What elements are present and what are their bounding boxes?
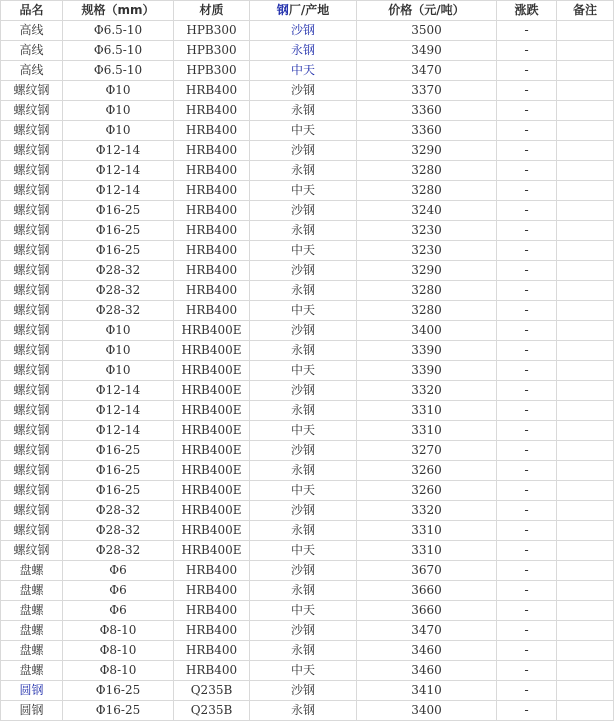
cell-spec: Φ12-14 <box>63 181 174 201</box>
table-row <box>1 301 614 321</box>
cell-spec: Φ12-14 <box>63 381 174 401</box>
cell-change: - <box>497 121 557 141</box>
table-row <box>1 221 614 241</box>
cell-product-name: 螺纹钢 <box>1 141 63 161</box>
cell-material: HRB400E <box>174 461 250 481</box>
cell-mill: 永钢 <box>250 341 357 361</box>
cell-product-name: 螺纹钢 <box>1 161 63 181</box>
cell-change: - <box>497 181 557 201</box>
cell-mill: 永钢 <box>250 461 357 481</box>
cell-material: HRB400E <box>174 401 250 421</box>
cell-price: 3230 <box>357 221 497 241</box>
cell-spec: Φ10 <box>63 361 174 381</box>
cell-note <box>557 401 614 421</box>
cell-change: - <box>497 621 557 641</box>
cell-spec: Φ16-25 <box>63 461 174 481</box>
cell-spec: Φ12-14 <box>63 161 174 181</box>
cell-change: - <box>497 61 557 81</box>
table-row <box>1 501 614 521</box>
cell-spec: Φ10 <box>63 321 174 341</box>
cell-product-name: 螺纹钢 <box>1 421 63 441</box>
cell-price: 3490 <box>357 41 497 61</box>
cell-product-name: 螺纹钢 <box>1 301 63 321</box>
table-header-row <box>1 1 614 21</box>
cell-price: 3280 <box>357 181 497 201</box>
cell-mill: 永钢 <box>250 521 357 541</box>
table-row <box>1 21 614 41</box>
cell-material: HRB400 <box>174 161 250 181</box>
cell-product-name: 盘螺 <box>1 581 63 601</box>
cell-change: - <box>497 601 557 621</box>
cell-material: HRB400 <box>174 661 250 681</box>
cell-material: HRB400E <box>174 361 250 381</box>
table-row <box>1 101 614 121</box>
cell-mill: 永钢 <box>250 701 357 721</box>
cell-mill: 沙钢 <box>250 681 357 701</box>
table-row <box>1 281 614 301</box>
cell-spec: Φ28-32 <box>63 501 174 521</box>
cell-spec: Φ16-25 <box>63 201 174 221</box>
table-row <box>1 361 614 381</box>
cell-note <box>557 361 614 381</box>
cell-mill: 永钢 <box>250 41 357 61</box>
cell-product-name: 盘螺 <box>1 641 63 661</box>
table-row <box>1 261 614 281</box>
cell-material: HRB400E <box>174 481 250 501</box>
cell-material: HRB400E <box>174 381 250 401</box>
cell-material: HPB300 <box>174 61 250 81</box>
cell-change: - <box>497 141 557 161</box>
cell-mill: 中天 <box>250 361 357 381</box>
cell-material: HRB400 <box>174 81 250 101</box>
cell-note <box>557 441 614 461</box>
cell-note <box>557 261 614 281</box>
cell-change: - <box>497 501 557 521</box>
cell-product-name: 螺纹钢 <box>1 461 63 481</box>
cell-mill: 中天 <box>250 121 357 141</box>
table-row <box>1 481 614 501</box>
cell-price: 3410 <box>357 681 497 701</box>
cell-material: HRB400E <box>174 341 250 361</box>
header-change: 涨跌 <box>497 1 557 21</box>
cell-note <box>557 541 614 561</box>
cell-price: 3320 <box>357 381 497 401</box>
cell-mill: 中天 <box>250 61 357 81</box>
table-row <box>1 241 614 261</box>
cell-mill: 沙钢 <box>250 81 357 101</box>
cell-product-name: 螺纹钢 <box>1 201 63 221</box>
cell-mill: 中天 <box>250 181 357 201</box>
table-row <box>1 41 614 61</box>
cell-spec: Φ28-32 <box>63 281 174 301</box>
cell-change: - <box>497 261 557 281</box>
cell-product-name: 螺纹钢 <box>1 221 63 241</box>
cell-price: 3360 <box>357 121 497 141</box>
cell-change: - <box>497 221 557 241</box>
cell-note <box>557 301 614 321</box>
cell-price: 3470 <box>357 621 497 641</box>
cell-price: 3280 <box>357 161 497 181</box>
header-spec: 规格（mm） <box>63 1 174 21</box>
table-row <box>1 621 614 641</box>
cell-price: 3660 <box>357 601 497 621</box>
cell-price: 3460 <box>357 661 497 681</box>
cell-product-name: 螺纹钢 <box>1 501 63 521</box>
cell-product-name: 螺纹钢 <box>1 481 63 501</box>
cell-mill: 中天 <box>250 241 357 261</box>
cell-price: 3390 <box>357 361 497 381</box>
cell-change: - <box>497 681 557 701</box>
cell-change: - <box>497 161 557 181</box>
cell-product-name: 螺纹钢 <box>1 381 63 401</box>
cell-change: - <box>497 321 557 341</box>
cell-mill: 沙钢 <box>250 141 357 161</box>
cell-note <box>557 481 614 501</box>
table-row <box>1 541 614 561</box>
cell-change: - <box>497 401 557 421</box>
cell-product-name: 盘螺 <box>1 661 63 681</box>
cell-change: - <box>497 21 557 41</box>
cell-change: - <box>497 241 557 261</box>
table-row <box>1 441 614 461</box>
table-row <box>1 81 614 101</box>
cell-price: 3290 <box>357 261 497 281</box>
cell-spec: Φ8-10 <box>63 621 174 641</box>
cell-spec: Φ6 <box>63 561 174 581</box>
cell-product-name: 高线 <box>1 61 63 81</box>
cell-material: HRB400 <box>174 281 250 301</box>
cell-spec: Φ10 <box>63 101 174 121</box>
cell-spec: Φ8-10 <box>63 641 174 661</box>
cell-note <box>557 221 614 241</box>
cell-product-name: 螺纹钢 <box>1 521 63 541</box>
cell-note <box>557 181 614 201</box>
cell-price: 3310 <box>357 401 497 421</box>
cell-product-name: 螺纹钢 <box>1 121 63 141</box>
cell-material: HRB400 <box>174 261 250 281</box>
cell-product-name: 螺纹钢 <box>1 401 63 421</box>
cell-material: HRB400E <box>174 421 250 441</box>
cell-note <box>557 81 614 101</box>
cell-note <box>557 101 614 121</box>
cell-price: 3390 <box>357 341 497 361</box>
table-body <box>1 21 614 721</box>
cell-mill: 沙钢 <box>250 261 357 281</box>
cell-change: - <box>497 201 557 221</box>
cell-material: HRB400 <box>174 601 250 621</box>
cell-material: HRB400 <box>174 221 250 241</box>
cell-spec: Φ12-14 <box>63 421 174 441</box>
table-row <box>1 601 614 621</box>
cell-price: 3240 <box>357 201 497 221</box>
cell-change: - <box>497 641 557 661</box>
cell-mill: 沙钢 <box>250 561 357 581</box>
cell-material: HRB400E <box>174 541 250 561</box>
cell-spec: Φ16-25 <box>63 481 174 501</box>
cell-material: HRB400 <box>174 301 250 321</box>
table-row <box>1 181 614 201</box>
cell-product-name: 圆钢 <box>1 701 63 721</box>
cell-material: HPB300 <box>174 41 250 61</box>
cell-change: - <box>497 481 557 501</box>
cell-mill: 中天 <box>250 421 357 441</box>
cell-mill: 沙钢 <box>250 621 357 641</box>
cell-material: HRB400 <box>174 181 250 201</box>
cell-product-name: 高线 <box>1 41 63 61</box>
cell-mill: 沙钢 <box>250 381 357 401</box>
cell-material: HRB400E <box>174 501 250 521</box>
cell-material: Q235B <box>174 701 250 721</box>
table-row <box>1 381 614 401</box>
cell-spec: Φ6.5-10 <box>63 41 174 61</box>
cell-change: - <box>497 361 557 381</box>
cell-product-name: 圆钢 <box>1 681 63 701</box>
cell-note <box>557 581 614 601</box>
cell-change: - <box>497 541 557 561</box>
cell-spec: Φ6.5-10 <box>63 61 174 81</box>
table-row <box>1 421 614 441</box>
cell-change: - <box>497 701 557 721</box>
cell-spec: Φ6 <box>63 581 174 601</box>
cell-material: HRB400 <box>174 641 250 661</box>
table-row <box>1 161 614 181</box>
cell-note <box>557 421 614 441</box>
table-row <box>1 121 614 141</box>
cell-product-name: 高线 <box>1 21 63 41</box>
cell-note <box>557 681 614 701</box>
cell-product-name: 螺纹钢 <box>1 341 63 361</box>
cell-spec: Φ16-25 <box>63 441 174 461</box>
cell-change: - <box>497 461 557 481</box>
cell-note <box>557 41 614 61</box>
cell-price: 3290 <box>357 141 497 161</box>
cell-mill: 沙钢 <box>250 441 357 461</box>
cell-spec: Φ10 <box>63 81 174 101</box>
cell-price: 3260 <box>357 461 497 481</box>
cell-note <box>557 201 614 221</box>
cell-note <box>557 641 614 661</box>
cell-price: 3660 <box>357 581 497 601</box>
cell-mill: 沙钢 <box>250 21 357 41</box>
cell-price: 3280 <box>357 281 497 301</box>
header-material: 材质 <box>174 1 250 21</box>
cell-product-name: 螺纹钢 <box>1 361 63 381</box>
cell-note <box>557 141 614 161</box>
cell-spec: Φ28-32 <box>63 301 174 321</box>
cell-mill: 永钢 <box>250 581 357 601</box>
cell-price: 3370 <box>357 81 497 101</box>
header-price: 价格（元/吨） <box>357 1 497 21</box>
table-row <box>1 201 614 221</box>
cell-price: 3260 <box>357 481 497 501</box>
cell-material: HRB400E <box>174 441 250 461</box>
header-mill <box>250 1 357 21</box>
cell-mill: 中天 <box>250 301 357 321</box>
cell-price: 3360 <box>357 101 497 121</box>
cell-mill: 中天 <box>250 541 357 561</box>
cell-product-name: 螺纹钢 <box>1 81 63 101</box>
cell-mill: 永钢 <box>250 641 357 661</box>
cell-price: 3470 <box>357 61 497 81</box>
cell-note <box>557 341 614 361</box>
cell-product-name: 螺纹钢 <box>1 441 63 461</box>
cell-change: - <box>497 381 557 401</box>
cell-spec: Φ16-25 <box>63 241 174 261</box>
cell-note <box>557 241 614 261</box>
cell-spec: Φ16-25 <box>63 221 174 241</box>
cell-product-name: 盘螺 <box>1 561 63 581</box>
cell-price: 3460 <box>357 641 497 661</box>
cell-mill: 沙钢 <box>250 501 357 521</box>
cell-material: HRB400E <box>174 321 250 341</box>
cell-note <box>557 21 614 41</box>
cell-price: 3310 <box>357 521 497 541</box>
header-product-name: 品名 <box>1 1 63 21</box>
cell-spec: Φ12-14 <box>63 401 174 421</box>
cell-price: 3320 <box>357 501 497 521</box>
cell-material: HRB400 <box>174 581 250 601</box>
cell-material: HRB400 <box>174 561 250 581</box>
cell-note <box>557 521 614 541</box>
cell-change: - <box>497 521 557 541</box>
table-row <box>1 341 614 361</box>
table-row <box>1 561 614 581</box>
cell-note <box>557 701 614 721</box>
cell-material: Q235B <box>174 681 250 701</box>
cell-material: HRB400 <box>174 201 250 221</box>
cell-mill: 永钢 <box>250 281 357 301</box>
cell-material: HRB400 <box>174 241 250 261</box>
cell-note <box>557 381 614 401</box>
cell-note <box>557 461 614 481</box>
cell-material: HPB300 <box>174 21 250 41</box>
cell-price: 3670 <box>357 561 497 581</box>
cell-note <box>557 561 614 581</box>
cell-mill: 永钢 <box>250 161 357 181</box>
cell-product-name: 螺纹钢 <box>1 101 63 121</box>
cell-price: 3280 <box>357 301 497 321</box>
table-row <box>1 61 614 81</box>
cell-price: 3400 <box>357 321 497 341</box>
cell-note <box>557 601 614 621</box>
cell-product-name: 螺纹钢 <box>1 281 63 301</box>
table-row <box>1 401 614 421</box>
cell-mill: 永钢 <box>250 101 357 121</box>
cell-change: - <box>497 441 557 461</box>
cell-product-name: 螺纹钢 <box>1 241 63 261</box>
table-row <box>1 701 614 721</box>
cell-spec: Φ28-32 <box>63 541 174 561</box>
cell-change: - <box>497 281 557 301</box>
table-row <box>1 681 614 701</box>
cell-mill: 沙钢 <box>250 321 357 341</box>
table-row <box>1 321 614 341</box>
cell-spec: Φ16-25 <box>63 681 174 701</box>
cell-note <box>557 661 614 681</box>
table-row <box>1 141 614 161</box>
cell-price: 3310 <box>357 541 497 561</box>
cell-mill: 中天 <box>250 661 357 681</box>
cell-price: 3270 <box>357 441 497 461</box>
table-row <box>1 641 614 661</box>
cell-note <box>557 281 614 301</box>
cell-product-name: 盘螺 <box>1 601 63 621</box>
cell-material: HRB400 <box>174 141 250 161</box>
header-note: 备注 <box>557 1 614 21</box>
cell-product-name: 螺纹钢 <box>1 321 63 341</box>
cell-spec: Φ12-14 <box>63 141 174 161</box>
cell-material: HRB400 <box>174 121 250 141</box>
cell-change: - <box>497 341 557 361</box>
cell-material: HRB400 <box>174 101 250 121</box>
cell-price: 3400 <box>357 701 497 721</box>
cell-price: 3310 <box>357 421 497 441</box>
cell-spec: Φ28-32 <box>63 261 174 281</box>
header-mill-rest: 厂/产地 <box>288 3 330 17</box>
cell-spec: Φ6.5-10 <box>63 21 174 41</box>
cell-note <box>557 621 614 641</box>
cell-change: - <box>497 101 557 121</box>
cell-mill: 永钢 <box>250 221 357 241</box>
cell-note <box>557 161 614 181</box>
cell-note <box>557 321 614 341</box>
cell-note <box>557 121 614 141</box>
cell-change: - <box>497 41 557 61</box>
table-row <box>1 661 614 681</box>
cell-change: - <box>497 81 557 101</box>
cell-material: HRB400E <box>174 521 250 541</box>
cell-spec: Φ28-32 <box>63 521 174 541</box>
table-row <box>1 461 614 481</box>
cell-product-name: 螺纹钢 <box>1 541 63 561</box>
cell-change: - <box>497 421 557 441</box>
table-row <box>1 581 614 601</box>
cell-product-name: 螺纹钢 <box>1 261 63 281</box>
cell-spec: Φ8-10 <box>63 661 174 681</box>
cell-material: HRB400 <box>174 621 250 641</box>
cell-change: - <box>497 561 557 581</box>
cell-product-name: 螺纹钢 <box>1 181 63 201</box>
cell-note <box>557 501 614 521</box>
cell-mill: 永钢 <box>250 401 357 421</box>
cell-change: - <box>497 581 557 601</box>
cell-spec: Φ16-25 <box>63 701 174 721</box>
cell-mill: 沙钢 <box>250 201 357 221</box>
cell-mill: 中天 <box>250 601 357 621</box>
cell-product-name: 盘螺 <box>1 621 63 641</box>
cell-note <box>557 61 614 81</box>
cell-change: - <box>497 661 557 681</box>
cell-spec: Φ10 <box>63 121 174 141</box>
cell-spec: Φ10 <box>63 341 174 361</box>
cell-spec: Φ6 <box>63 601 174 621</box>
cell-mill: 中天 <box>250 481 357 501</box>
cell-change: - <box>497 301 557 321</box>
header-mill-first-char: 钢 <box>276 3 289 17</box>
cell-price: 3230 <box>357 241 497 261</box>
cell-price: 3500 <box>357 21 497 41</box>
table-row <box>1 521 614 541</box>
